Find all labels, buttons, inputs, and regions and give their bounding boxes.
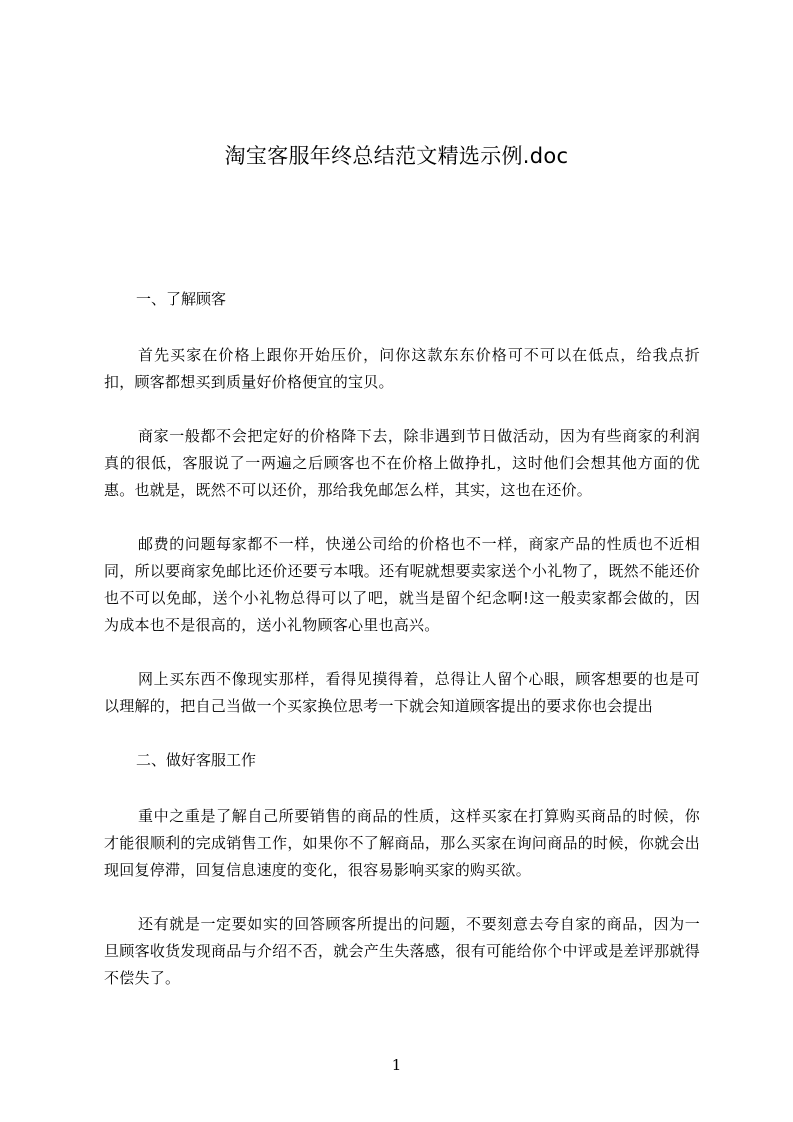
- paragraph: 商家一般都不会把定好的价格降下去，除非遇到节日做活动，因为有些商家的利润真的很低，客服说了一两遍之后顾客也不在价格上做挣扎，这时他们会想其他方面的优惠。也就是，既然不可以还价，那给我免邮怎么样，其实，这也在还价。: [104, 427, 700, 499]
- document-body: [104, 286, 700, 992]
- paragraph: 重中之重是了解自己所要销售的商品的性质，这样买家在打算购买商品的时候，你才能很顺利的完成销售工作，如果你不了解商品，那么买家在询问商品的时候，你就会出现回复停滞，回复信息速度的变化，很容易影响买家的购买欲。: [104, 807, 700, 879]
- paragraph: 网上买东西不像现实那样，看得见摸得着，总得让人留个心眼，顾客想要的也是可以理解的，把自己当做一个买家换位思考一下就会知道顾客提出的要求你也会提出: [104, 670, 700, 715]
- section-heading: 一、了解顾客: [136, 290, 227, 308]
- page-number: 1: [391, 1056, 402, 1074]
- paragraph: 邮费的问题每家都不一样，快递公司给的价格也不一样，商家产品的性质也不近相同，所以要商家免邮比还价还要亏本哦。还有呢就想要卖家送个小礼物了，既然不能还价也不可以免邮，送个小礼物总得可以了吧，就当是留个纪念啊!这一般卖家都会做的，因为成本也不是很高的，送小礼物顾客心里也高兴。: [104, 535, 700, 634]
- paragraph: 首先买家在价格上跟你开始压价，问你这款东东价格可不可以在低点，给我点折扣，顾客都想买到质量好价格便宜的宝贝。: [104, 346, 700, 391]
- section-heading: 二、做好客服工作: [136, 751, 257, 769]
- paragraph: 还有就是一定要如实的回答顾客所提出的问题，不要刻意去夸自家的商品，因为一旦顾客收货发现商品与介绍不否，就会产生失落感，很有可能给你个中评或是差评那就得不偿失了。: [104, 915, 700, 987]
- document-title: 淘宝客服年终总结范文精选示例.doc: [224, 144, 569, 168]
